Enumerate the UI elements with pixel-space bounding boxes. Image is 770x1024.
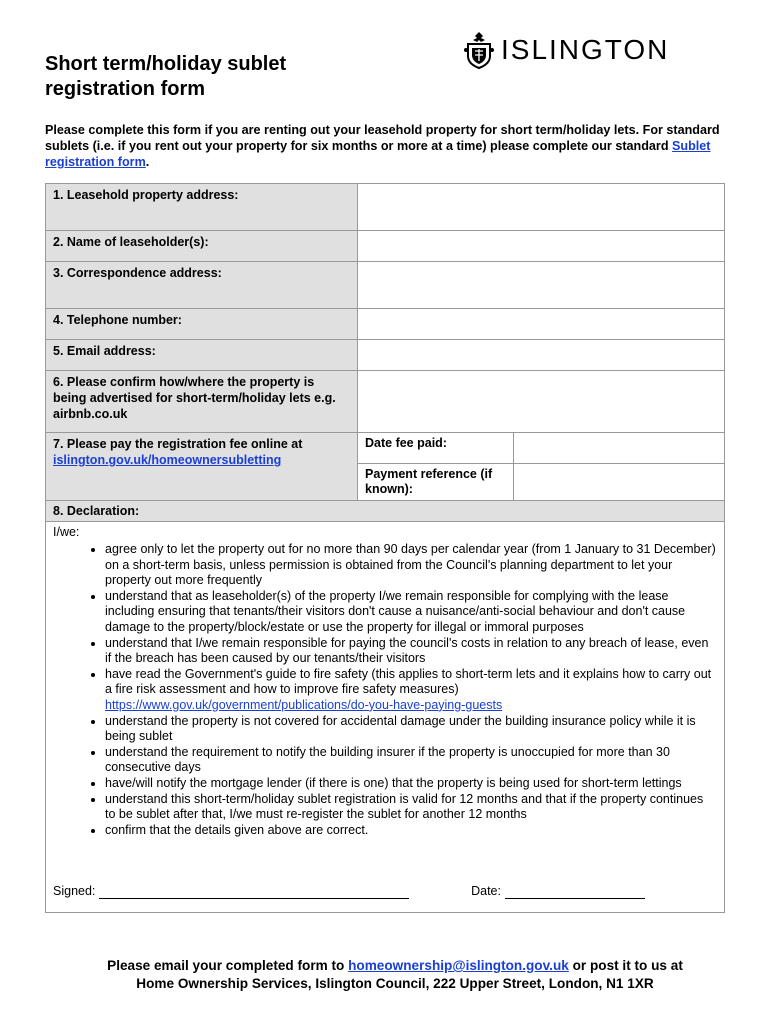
date-group xyxy=(471,884,645,899)
declaration-item: • confirm that the details given above are correct. xyxy=(105,823,717,839)
date-label: Date: xyxy=(471,884,501,899)
footer-before: Please email your completed form to xyxy=(107,958,349,973)
correspondence-label: 3. Correspondence address: xyxy=(46,262,358,309)
islington-logo xyxy=(463,30,669,70)
sublet-form-link[interactable]: Sublet registration form xyxy=(45,139,711,169)
telephone-field[interactable] xyxy=(358,309,725,340)
fire-safety-text: have read the Government's guide to fire safety (this applies to short-term lets and it explains how to carry out a fire risk assessment and how to improve fire safety measures) xyxy=(105,666,712,697)
leaseholder-label: 2. Name of leaseholder(s): xyxy=(46,231,358,262)
correspondence-field[interactable] xyxy=(358,262,725,309)
logo-text: ISLINGTON xyxy=(501,34,670,65)
footer-after: or post it to us at xyxy=(568,958,683,973)
declaration-item: • understand the property is not covered for accidental damage under the building insurance policy while it is being sublet xyxy=(105,714,717,745)
leaseholder-field[interactable] xyxy=(358,231,725,262)
registration-table xyxy=(45,183,725,913)
declaration-item: • understand this short-term/holiday sublet registration is valid for 12 months and that if the property continues to be sublet after that, I/we must re-register the sublet for another 12 months xyxy=(105,792,717,823)
declaration-heading: 8. Declaration: xyxy=(46,501,725,522)
intro-body: Please complete this form if you are renting out your leasehold property for short term/holiday lets. For standard sublets (i.e. if you rent out your property for six months or more at a time) please complete our standard xyxy=(45,123,720,153)
payment-ref-label: Payment reference (if known): xyxy=(358,464,514,501)
declaration-list xyxy=(53,542,717,838)
declaration-item: • agree only to let the property out for no more than 90 days per calendar year (from 1 January to 31 December) on a short-term basis, unless permission is obtained from the Council's planning department to let your property out more frequently xyxy=(105,542,717,589)
footer xyxy=(45,957,745,993)
date-fee-paid-field[interactable] xyxy=(514,433,725,464)
email-field[interactable] xyxy=(358,340,725,371)
crest-icon xyxy=(463,30,495,70)
date-field[interactable] xyxy=(505,884,645,899)
date-fee-paid-label: Date fee paid: xyxy=(358,433,514,464)
advertised-field[interactable] xyxy=(358,371,725,433)
declaration-item xyxy=(105,667,717,714)
declaration-item: • understand that as leaseholder(s) of the property I/we remain responsible for complying with the lease including ensuring that tenants/their visitors don't cause a nuisance/anti-social behaviour and don't cause damage to the property/block/estate or use the property for illegal or immoral purposes xyxy=(105,589,717,636)
fee-text: 7. Please pay the registration fee online at xyxy=(53,437,303,451)
fee-label xyxy=(46,433,358,501)
signature-row xyxy=(53,884,717,909)
telephone-label: 4. Telephone number: xyxy=(46,309,358,340)
signed-group xyxy=(53,884,409,899)
fire-safety-link[interactable]: https://www.gov.uk/government/publications/do-you-have-paying-guests xyxy=(105,697,503,712)
intro-text xyxy=(45,122,725,170)
fee-link[interactable]: islington.gov.uk/homeownersubletting xyxy=(53,453,282,467)
intro-after: . xyxy=(145,155,150,169)
page-title: Short term/holiday sublet registration form xyxy=(45,53,287,100)
iwe-label: I/we: xyxy=(53,525,80,539)
signature-field[interactable] xyxy=(99,884,409,899)
contact-email-link[interactable]: homeownership@islington.gov.uk xyxy=(348,958,569,973)
footer-address: Home Ownership Services, Islington Council, 222 Upper Street, London, N1 1XR xyxy=(136,976,654,991)
signed-label: Signed: xyxy=(53,884,96,899)
payment-ref-field[interactable] xyxy=(514,464,725,501)
email-label: 5. Email address: xyxy=(46,340,358,371)
address-label: 1. Leasehold property address: xyxy=(46,184,358,231)
declaration-item: • understand that I/we remain responsible for paying the council's costs in relation to any breach of lease, even if the breach has been caused by our tenants/their visitors xyxy=(105,636,717,667)
declaration-item: • understand the requirement to notify the building insurer if the property is unoccupied for more than 30 consecutive days xyxy=(105,745,717,776)
advertised-label: 6. Please confirm how/where the property is being advertised for short-term/holiday lets e.g. airbnb.co.uk xyxy=(46,371,358,433)
declaration-item: • have/will notify the mortgage lender (if there is one) that the property is being used for short-term lettings xyxy=(105,776,717,792)
declaration-body xyxy=(46,522,725,913)
address-field[interactable] xyxy=(358,184,725,231)
